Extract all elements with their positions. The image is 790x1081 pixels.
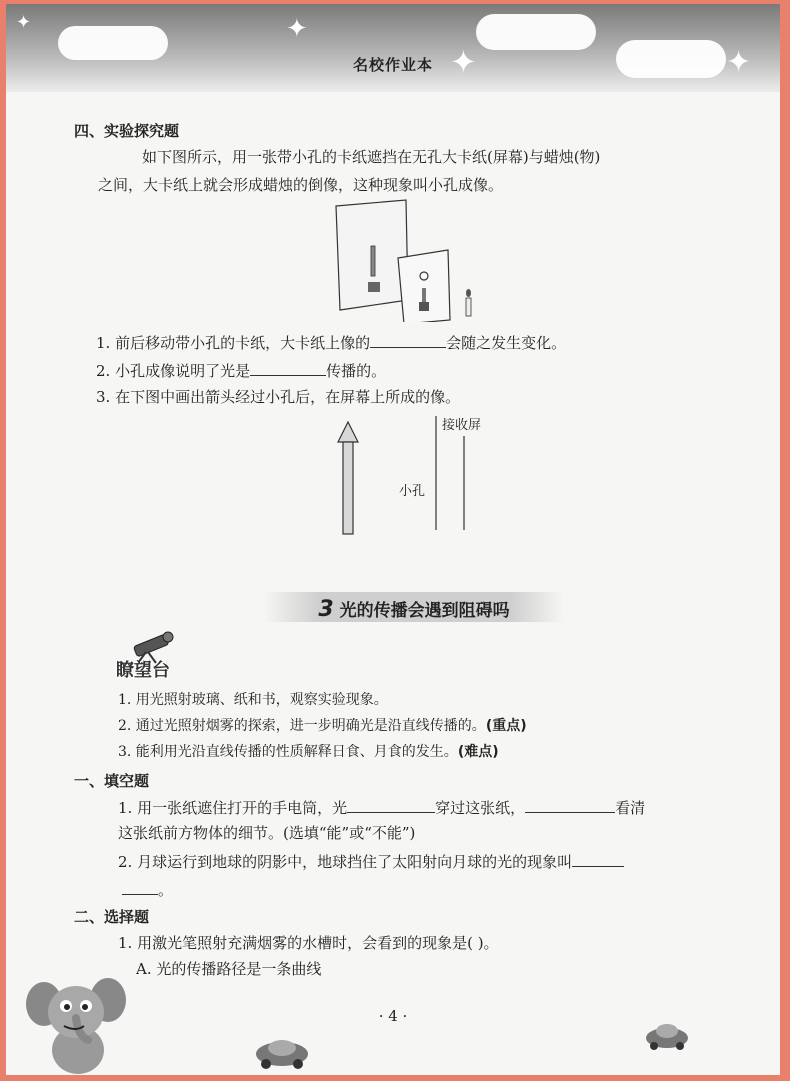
fill-q2-text: 2. 月球运行到地球的阴影中，地球挡住了太阳射向月球的光的现象叫 [118,853,573,871]
lookout-item-text: 3. 能利用光沿直线传播的性质解释日食、月食的发生。 [118,744,458,760]
fill-q1-continued: 这张纸前方物体的细节。(选填“能”或“不能”) [118,824,416,842]
inverted-image-candle [371,246,375,276]
worksheet-page [6,4,780,1075]
star-icon: ✦ [286,14,308,44]
choice-option-a: A. 光的传播路径是一条曲线 [136,960,322,978]
cloud-decoration [476,14,596,50]
toy-car-icon [252,1034,312,1070]
answer-blank[interactable] [370,333,446,348]
pinhole-card [398,250,450,322]
card-stand [422,288,426,302]
fill-question-2 [118,852,624,871]
section-heading: 二、选择题 [74,908,150,926]
star-icon: ✦ [450,43,477,81]
page-number: · 4 · [378,1007,408,1025]
arrow-head [338,422,358,442]
lookout-item [118,718,527,735]
answer-blank[interactable] [347,798,435,813]
question-3: 3. 在下图中画出箭头经过小孔后，在屏幕上所成的像。 [96,388,461,406]
intro-line: 如下图所示，用一张带小孔的卡纸遮挡在无孔大卡纸(屏幕)与蜡烛(物) [142,148,601,166]
q2-text-end: 传播的。 [326,362,387,380]
section-heading: 一、填空题 [74,772,150,790]
star-icon: ✦ [16,12,32,33]
lookout-item [118,744,499,761]
answer-blank[interactable] [250,361,326,376]
fill-q2-continued [122,880,173,899]
lesson-number: 3 [318,597,334,622]
fill-q1-text: 穿过这张纸， [435,799,526,817]
lesson-title [264,596,564,622]
pinhole-diagram [326,196,486,322]
answer-blank[interactable] [525,798,615,813]
section-heading: 四、实验探究题 [74,122,180,140]
fill-question-1 [118,798,645,817]
q1-text-end: 会随之发生变化。 [446,334,567,352]
question-1 [96,333,566,352]
difficult-point-tag: (难点) [457,744,499,760]
header-banner [6,4,780,92]
screen-label: 接收屏 [442,418,482,433]
fill-q1-text: 看清 [615,799,646,817]
hole-label: 小孔 [399,484,426,499]
lookout-item: 1. 用光照射玻璃、纸和书，观察实验现象。 [118,692,388,708]
lookout-item-text: 2. 通过光照射烟雾的探索，进一步明确光是沿直线传播的。 [118,718,486,734]
fill-q2-end: 。 [158,881,174,899]
q2-text: 2. 小孔成像说明了光是 [96,362,251,380]
star-icon: ✦ [726,45,752,80]
answer-blank[interactable] [572,852,624,867]
q1-text: 1. 前后移动带小孔的卡纸，大卡纸上像的 [96,334,371,352]
lesson-title-text: 光的传播会遇到阻碍吗 [339,601,510,621]
fill-q1-text: 1. 用一张纸遮住打开的手电筒，光 [118,799,348,817]
candle-flame [466,289,471,297]
lookout-title: 瞭望台 [116,660,170,681]
candle [466,298,471,316]
choice-question-1: 1. 用激光笔照射充满烟雾的水槽时，会看到的现象是( )。 [118,934,499,952]
image-base [368,282,380,292]
lesson-title-band [264,592,564,622]
question-2 [96,361,386,380]
key-point-tag: (重点) [485,718,527,734]
header-title: 名校作业本 [352,56,433,74]
answer-blank[interactable] [122,880,158,895]
arrow-shaft [343,442,353,534]
card-base [419,302,429,311]
intro-line: 之间，大卡纸上就会形成蜡烛的倒像，这种现象叫小孔成像。 [98,176,504,194]
